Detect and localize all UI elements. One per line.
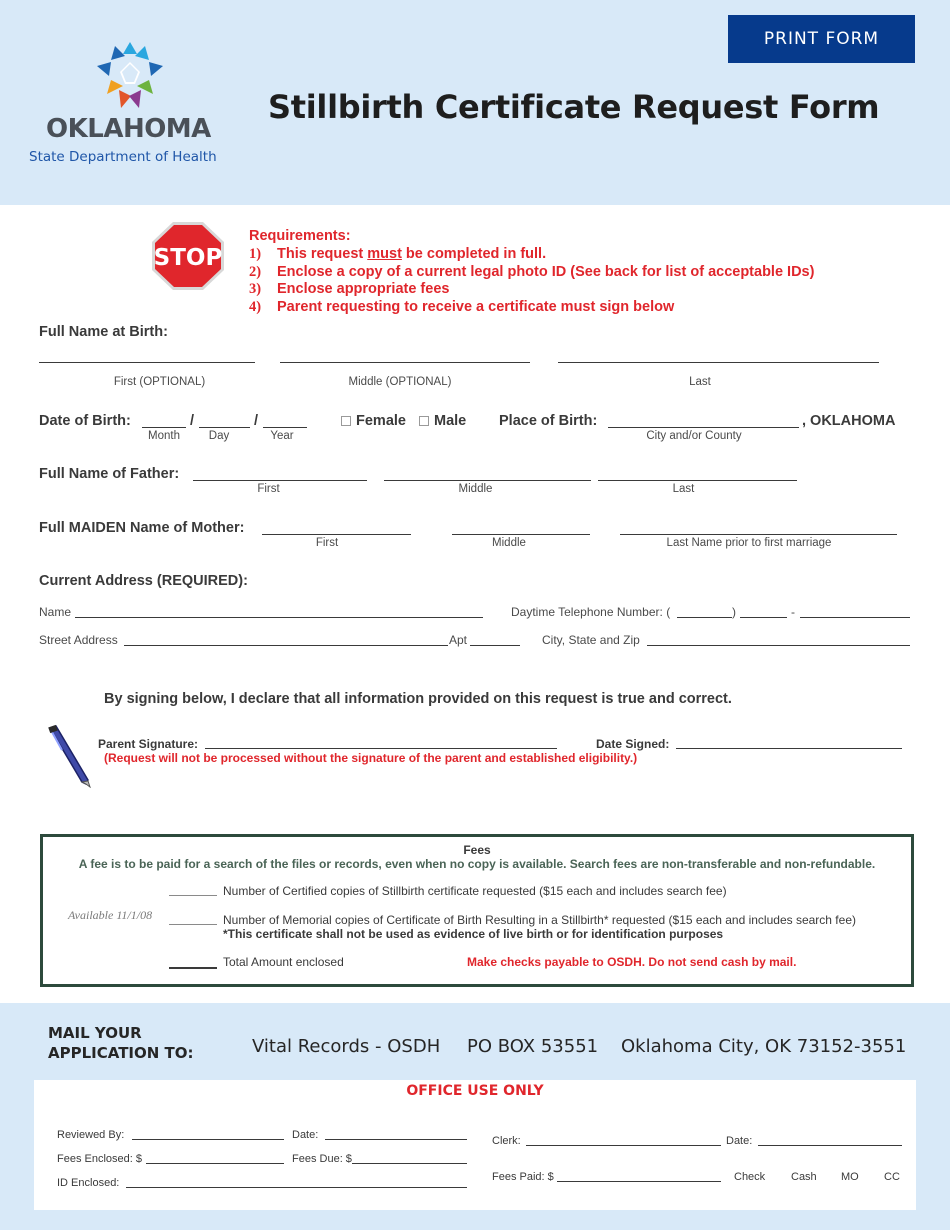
place-of-birth-label: Place of Birth: [499,413,598,429]
fees-enclosed-field[interactable] [146,1163,284,1164]
mother-middle-field[interactable] [452,534,590,535]
fees-subtitle: A fee is to be paid for a search of the files or records, even when no copy is available. Search fees are non-transferable and non-refundable. [78,857,876,871]
total-amount-label: Total Amount enclosed [223,955,344,969]
father-middle-field[interactable] [384,480,591,481]
requirement-2: 2) Enclose a copy of a current legal photo ID (See back for list of acceptable IDs) [249,264,815,280]
current-address-label: Current Address (REQUIRED): [39,573,248,589]
mail-address-office: Vital Records - OSDH [252,1036,441,1057]
place-of-birth-field[interactable] [608,427,799,428]
review-date-field[interactable] [325,1139,467,1140]
phone-prefix-field[interactable] [740,617,787,618]
dob-day-caption: Day [208,430,230,442]
dob-day-field[interactable] [199,427,250,428]
checks-payable-note: Make checks payable to OSDH. Do not send cash by mail. [467,955,797,969]
memorial-copies-field[interactable] [169,924,217,925]
fees-due-field[interactable] [352,1163,467,1164]
city-state-zip-field[interactable] [647,645,910,646]
logo-state-name: OKLAHOMA [46,114,211,144]
address-name-label: Name [39,605,72,619]
dob-year-caption: Year [270,430,294,442]
father-name-label: Full Name of Father: [39,466,180,482]
payment-check-option[interactable]: Check [734,1171,766,1183]
male-label: Male [434,413,467,429]
street-address-label: Street Address [39,633,118,647]
payment-cash-option[interactable]: Cash [791,1171,817,1183]
apt-field[interactable] [470,645,520,646]
father-first-field[interactable] [193,480,367,481]
signature-note: (Request will not be processed without the signature of the parent and established eligibility.) [104,751,638,765]
mail-address-city: Oklahoma City, OK 73152-3551 [621,1036,907,1057]
requirement-3: 3) Enclose appropriate fees [249,281,450,297]
total-amount-field[interactable] [169,967,217,969]
phone-label: Daytime Telephone Number: ( [511,605,671,619]
clerk-label: Clerk: [492,1135,521,1147]
office-use-panel [34,1080,916,1210]
dob-slash-1: / [190,413,195,429]
payment-cc-option[interactable]: CC [884,1171,900,1183]
requirement-1: 1) This request must be completed in full. [249,246,547,262]
clerk-field[interactable] [526,1145,721,1146]
mail-address-po-box: PO BOX 53551 [467,1036,599,1057]
phone-dash: - [791,605,795,619]
apt-label: Apt [449,633,468,647]
fees-paid-field[interactable] [557,1181,721,1182]
name-at-birth-last-field[interactable] [558,362,879,363]
id-enclosed-field[interactable] [126,1187,467,1188]
review-date-label: Date: [292,1129,319,1141]
page-title: Stillbirth Certificate Request Form [268,88,880,126]
date-of-birth-label: Date of Birth: [39,413,131,429]
reviewed-by-field[interactable] [132,1139,284,1140]
pen-icon [46,724,94,788]
stop-sign-icon [151,221,225,291]
oklahoma-star-logo-icon [95,40,165,110]
date-signed-label: Date Signed: [596,737,670,751]
dob-month-caption: Month [148,430,180,442]
phone-area-code-field[interactable] [677,617,732,618]
mother-middle-caption: Middle [492,537,526,549]
fees-due-label: Fees Due: $ [292,1153,352,1165]
place-of-birth-state: , OKLAHOMA [802,413,896,429]
fees-box [40,834,914,987]
phone-line-number-field[interactable] [800,617,910,618]
father-middle-caption: Middle [458,483,493,495]
address-name-field[interactable] [75,617,483,618]
father-first-caption: First [257,483,280,495]
name-at-birth-label: Full Name at Birth: [39,324,168,340]
certified-copies-field[interactable] [169,895,217,896]
mother-first-caption: First [315,537,339,549]
mother-maiden-name-label: Full MAIDEN Name of Mother: [39,520,245,536]
mail-heading-line-1: MAIL YOUR [48,1024,142,1042]
street-address-field[interactable] [124,645,448,646]
father-last-field[interactable] [598,480,797,481]
parent-signature-field[interactable] [205,748,557,749]
mail-heading-line-2: APPLICATION TO: [48,1044,194,1062]
name-at-birth-middle-caption: Middle (OPTIONAL) [348,376,452,388]
place-of-birth-caption: City and/or County [646,430,742,442]
declaration-text: By signing below, I declare that all information provided on this request is true and correct. [104,691,732,707]
mother-last-field[interactable] [620,534,897,535]
payment-mo-option[interactable]: MO [841,1171,859,1183]
memorial-copies-note: *This certificate shall not be used as evidence of live birth or for identification purposes [223,927,724,941]
fees-enclosed-label: Fees Enclosed: $ [57,1153,142,1165]
logo-department-name: State Department of Health [29,149,217,165]
father-last-caption: Last [672,483,695,495]
available-date-note: Available 11/1/08 [68,908,153,922]
office-use-title: OFFICE USE ONLY [406,1083,544,1099]
female-checkbox[interactable] [341,416,351,426]
fees-title: Fees [463,843,491,857]
city-state-zip-label: City, State and Zip [542,633,640,647]
id-enclosed-label: ID Enclosed: [57,1177,120,1189]
female-label: Female [356,413,406,429]
parent-signature-label: Parent Signature: [98,737,199,751]
dob-month-field[interactable] [142,427,186,428]
requirement-4: 4) Parent requesting to receive a certificate must sign below [249,299,675,315]
name-at-birth-first-caption: First (OPTIONAL) [113,376,206,388]
reviewed-by-label: Reviewed By: [57,1129,125,1141]
print-form-button[interactable]: PRINT FORM [728,15,915,63]
male-checkbox[interactable] [419,416,429,426]
clerk-date-label: Date: [726,1135,753,1147]
page-header [0,0,950,205]
memorial-copies-label: Number of Memorial copies of Certificate of Birth Resulting in a Stillbirth* requested ($15 each and includes search fee) [223,913,856,927]
dob-slash-2: / [254,413,259,429]
mother-first-field[interactable] [262,534,411,535]
certified-copies-label: Number of Certified copies of Stillbirth certificate requested ($15 each and includes search fee) [223,884,727,898]
name-at-birth-last-caption: Last [689,376,711,388]
dob-year-field[interactable] [263,427,307,428]
phone-close-paren: ) [732,605,736,619]
stop-sign-text: STOP [153,245,223,271]
mother-last-caption: Last Name prior to first marriage [666,537,832,549]
name-at-birth-first-field[interactable] [39,362,255,363]
name-at-birth-middle-field[interactable] [280,362,530,363]
requirements-heading: Requirements: [249,228,351,244]
clerk-date-field[interactable] [758,1145,902,1146]
date-signed-field[interactable] [676,748,902,749]
fees-paid-label: Fees Paid: $ [492,1171,554,1183]
